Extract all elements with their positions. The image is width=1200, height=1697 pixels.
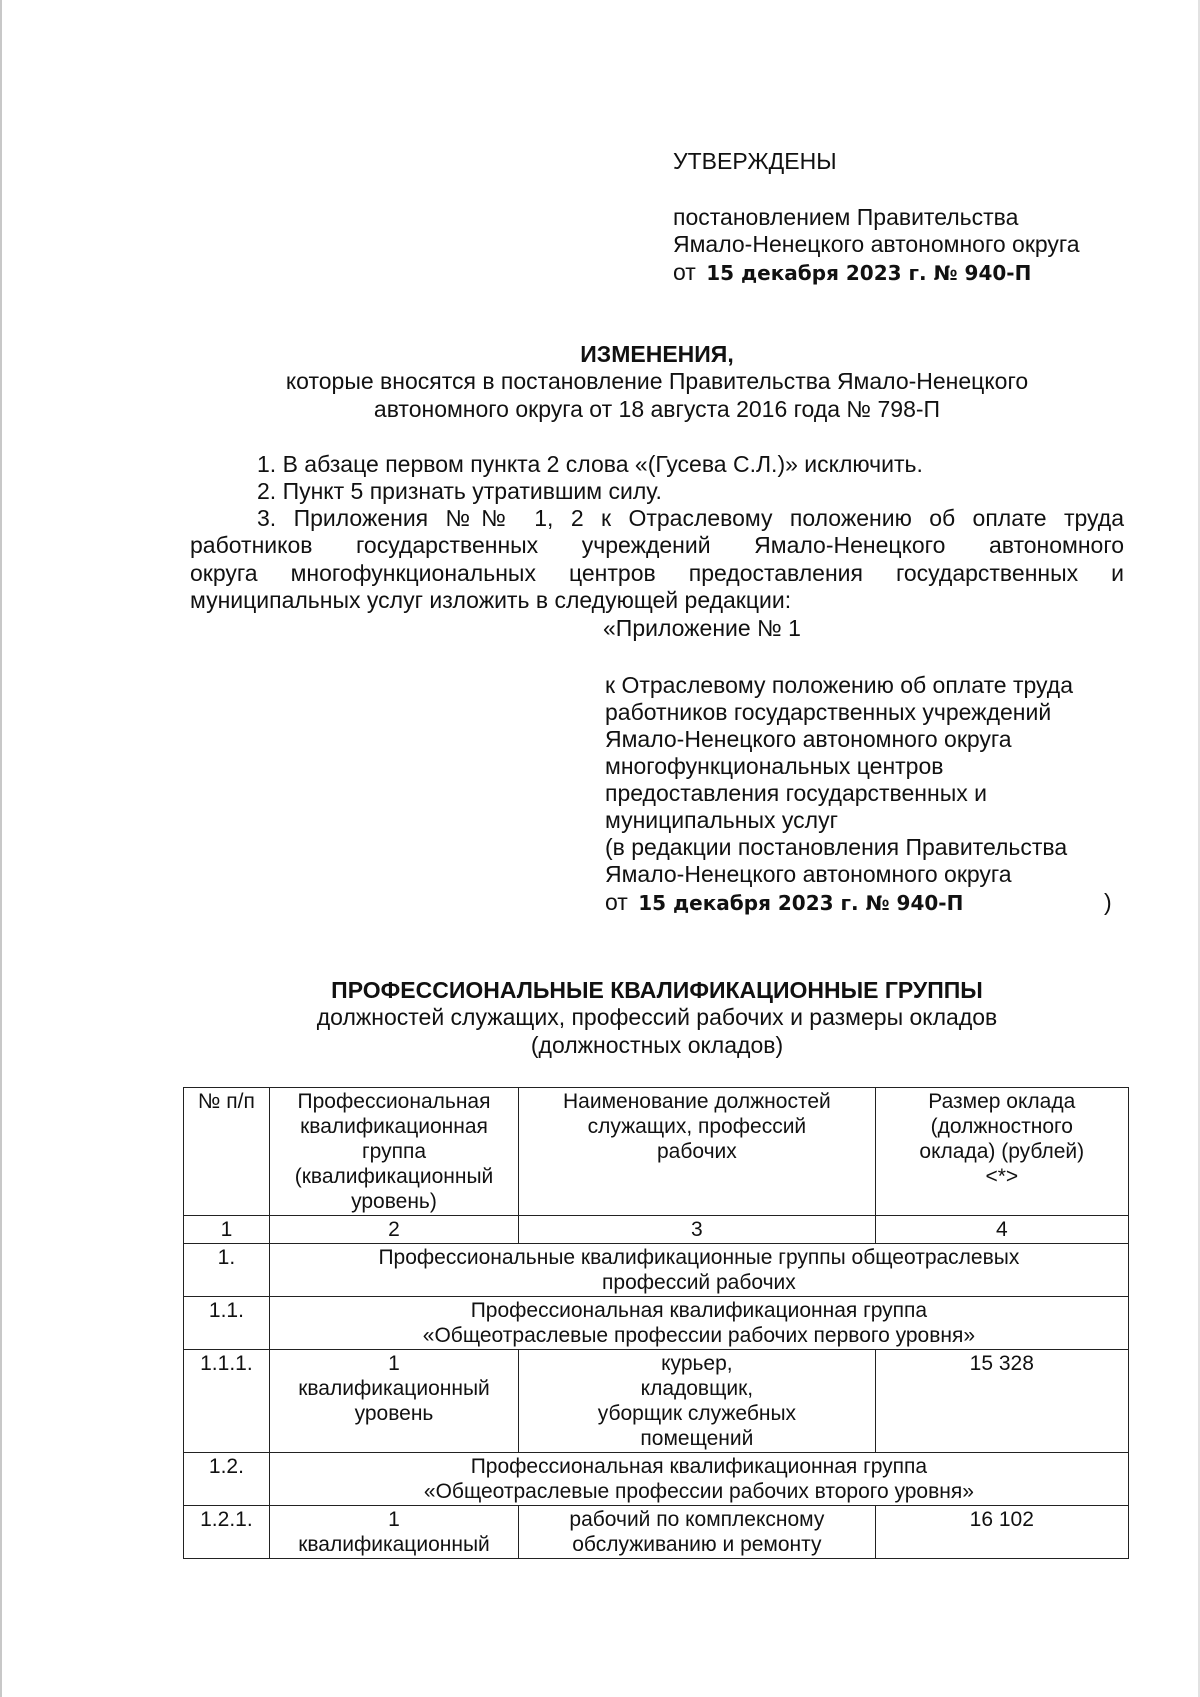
header-cell-group bbox=[269, 1088, 518, 1216]
numbering-cell: 1 bbox=[184, 1216, 270, 1244]
level-line: квалификационный bbox=[298, 1377, 490, 1400]
position-line: помещений bbox=[640, 1427, 754, 1450]
section-title-line: профессий рабочих bbox=[602, 1271, 796, 1294]
appendix-line-7: (в редакции постановления Правительства bbox=[605, 834, 1068, 860]
numbering-cell: 2 bbox=[269, 1216, 518, 1244]
numbering-cell: 4 bbox=[875, 1216, 1128, 1244]
position-line: рабочий по комплексному bbox=[569, 1508, 825, 1531]
header-group-line: (квалификационный bbox=[294, 1165, 494, 1188]
header-salary-line: Размер оклада bbox=[928, 1090, 1076, 1113]
approval-line-1: постановлением Правительства bbox=[673, 204, 1019, 230]
header-salary-line: оклада) (рублей) bbox=[919, 1140, 1085, 1163]
qualification-groups-table bbox=[183, 1087, 1129, 1559]
page-edge-left bbox=[0, 0, 2, 1697]
appendix-line-8: Ямало-Ненецкого автономного округа bbox=[605, 861, 1012, 887]
table-row-1-2-1 bbox=[184, 1506, 1129, 1559]
positions-cell bbox=[519, 1350, 875, 1453]
header-group-line: группа bbox=[361, 1140, 427, 1163]
appendix-line-4: многофункциональных центров bbox=[605, 753, 944, 779]
row-number: 1.2.1. bbox=[184, 1506, 270, 1559]
appendix-title: «Приложение № 1 bbox=[603, 615, 801, 641]
level-line: квалификационный bbox=[298, 1533, 490, 1556]
level-cell bbox=[269, 1506, 518, 1559]
appendix-date-prefix: от bbox=[605, 889, 628, 915]
level-line: уровень bbox=[354, 1402, 434, 1425]
position-line: обслуживанию и ремонту bbox=[572, 1533, 822, 1556]
row-number: 1.1.1. bbox=[184, 1350, 270, 1453]
header-positions-line: Наименование должностей bbox=[563, 1090, 831, 1113]
table-row-1-1-1 bbox=[184, 1350, 1129, 1453]
table-row-section-1 bbox=[184, 1244, 1129, 1297]
header-cell-number bbox=[184, 1088, 270, 1216]
approval-line-2: Ямало-Ненецкого автономного округа bbox=[673, 231, 1080, 257]
appendix-line-2: работников государственных учреждений bbox=[605, 699, 1052, 725]
appendix-closing-paren: ) bbox=[1104, 889, 1112, 915]
salary-cell: 16 102 bbox=[875, 1506, 1128, 1559]
groups-subtitle-line-2: (должностных окладов) bbox=[530, 1032, 784, 1058]
appendix-line-3: Ямало-Ненецкого автономного округа bbox=[605, 726, 1012, 752]
changes-subtitle-line-1: которые вносятся в постановление Правительства Ямало-Ненецкого bbox=[285, 368, 1029, 394]
groups-title: ПРОФЕССИОНАЛЬНЫЕ КВАЛИФИКАЦИОННЫЕ ГРУППЫ bbox=[331, 977, 983, 1003]
appendix-line-6: муниципальных услуг bbox=[605, 807, 838, 833]
table-row-group-1-1 bbox=[184, 1297, 1129, 1350]
position-line: кладовщик, bbox=[640, 1377, 754, 1400]
appendix-line-1: к Отраслевому положению об оплате труда bbox=[605, 672, 1073, 698]
row-number: 1.1. bbox=[184, 1297, 270, 1350]
header-salary-line: <*> bbox=[985, 1165, 1019, 1188]
table-row-group-1-2 bbox=[184, 1453, 1129, 1506]
level-cell bbox=[269, 1350, 518, 1453]
positions-cell bbox=[519, 1506, 875, 1559]
group-title bbox=[269, 1453, 1128, 1506]
header-positions-line: служащих, профессий bbox=[587, 1115, 807, 1138]
row-number: 1. bbox=[184, 1244, 270, 1297]
level-line: 1 bbox=[388, 1352, 400, 1375]
approval-title: УТВЕРЖДЕНЫ bbox=[673, 148, 837, 174]
row-number: 1.2. bbox=[184, 1453, 270, 1506]
header-cell-positions bbox=[519, 1088, 875, 1216]
item-3-line-3: округа многофункциональных центров предоставления государственных и bbox=[190, 560, 1124, 586]
approval-date bbox=[673, 259, 1031, 287]
group-title bbox=[269, 1297, 1128, 1350]
section-title bbox=[269, 1244, 1128, 1297]
group-title-line: «Общеотраслевые профессии рабочих первого уровня» bbox=[422, 1324, 976, 1347]
header-salary-line: (должностного bbox=[930, 1115, 1073, 1138]
salary-cell: 15 328 bbox=[875, 1350, 1128, 1453]
group-title-line: Профессиональная квалификационная группа bbox=[470, 1455, 928, 1478]
header-group-line: уровень) bbox=[351, 1190, 437, 1213]
item-3-line-1: 3. Приложения №№ 1, 2 к Отраслевому положению об оплате труда bbox=[257, 505, 1124, 531]
group-title-line: Профессиональная квалификационная группа bbox=[470, 1299, 928, 1322]
header-group-line: квалификационная bbox=[300, 1115, 488, 1138]
approval-date-prefix: от bbox=[673, 259, 696, 285]
item-3-line-4: муниципальных услуг изложить в следующей редакции: bbox=[190, 587, 792, 613]
numbering-cell: 3 bbox=[519, 1216, 875, 1244]
appendix-line-5: предоставления государственных и bbox=[605, 780, 987, 806]
changes-title: ИЗМЕНЕНИЯ, bbox=[580, 341, 734, 367]
item-1: 1. В абзаце первом пункта 2 слова «(Гусева С.Л.)» исключить. bbox=[257, 451, 923, 477]
table-numbering-row bbox=[184, 1216, 1129, 1244]
appendix-date bbox=[605, 889, 963, 917]
header-cell-salary bbox=[875, 1088, 1128, 1216]
item-2: 2. Пункт 5 признать утратившим силу. bbox=[257, 478, 662, 504]
group-title-line: «Общеотраслевые профессии рабочих второго уровня» bbox=[423, 1480, 974, 1503]
position-line: уборщик служебных bbox=[597, 1402, 797, 1425]
item-3-line-2: работников государственных учреждений Ямало-Ненецкого автономного bbox=[190, 532, 1124, 558]
table-header-row bbox=[184, 1088, 1129, 1216]
groups-subtitle-line-1: должностей служащих, профессий рабочих и размеры окладов bbox=[316, 1004, 998, 1030]
changes-subtitle-line-2: автономного округа от 18 августа 2016 года № 798-П bbox=[373, 396, 941, 422]
section-title-line: Профессиональные квалификационные группы общеотраслевых bbox=[378, 1246, 1020, 1269]
appendix-date-value: 15 декабря 2023 г. № 940-П bbox=[638, 891, 964, 915]
header-positions-line: рабочих bbox=[656, 1140, 737, 1163]
position-line: курьер, bbox=[661, 1352, 733, 1375]
header-group-line: Профессиональная bbox=[297, 1090, 491, 1113]
approval-date-value: 15 декабря 2023 г. № 940-П bbox=[706, 261, 1032, 285]
header-number-label: № п/п bbox=[197, 1090, 255, 1113]
level-line: 1 bbox=[388, 1508, 400, 1531]
